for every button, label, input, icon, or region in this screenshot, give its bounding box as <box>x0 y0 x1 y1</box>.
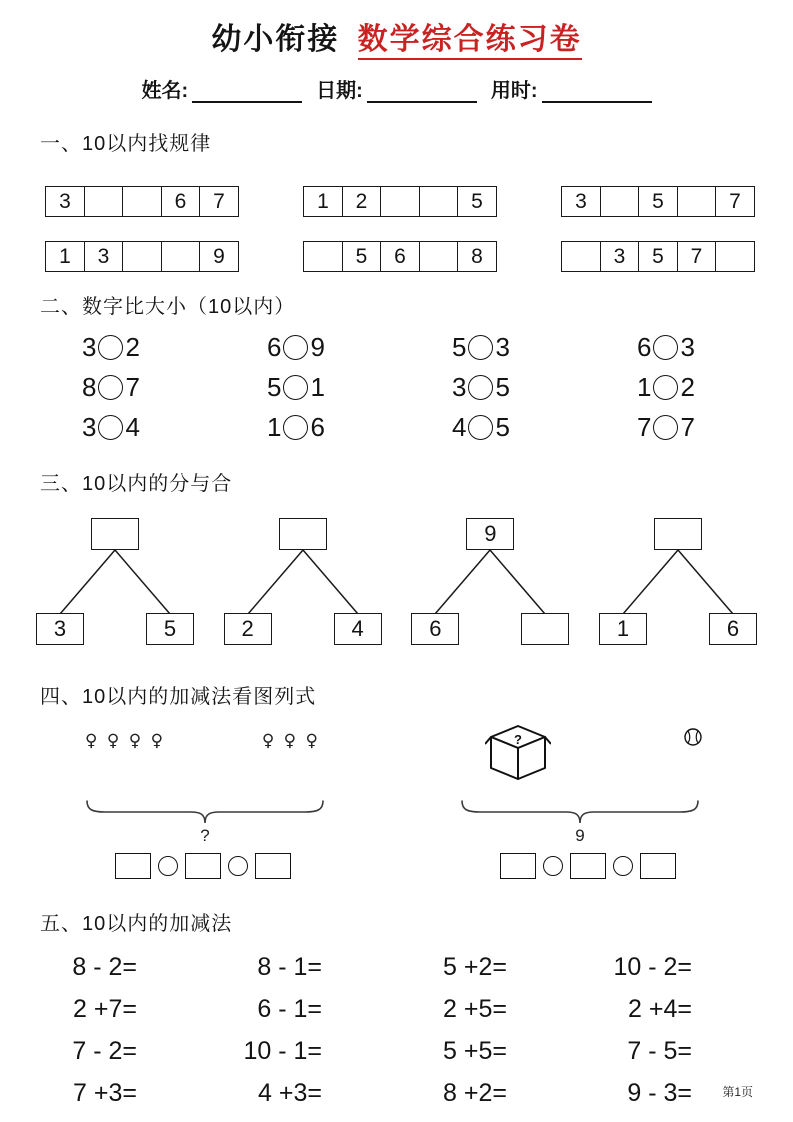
comparison-item <box>82 407 140 447</box>
comparison-item <box>267 407 325 447</box>
arithmetic-item: 7 - 5= <box>627 1037 692 1065</box>
tree-left-box: 3 <box>36 613 84 645</box>
comparison-right: 1 <box>310 372 325 402</box>
tree-left-box: 6 <box>411 613 459 645</box>
tree-diagram <box>30 518 200 646</box>
arithmetic-item: 2 +4= <box>628 995 692 1023</box>
equation-boxes <box>115 853 325 879</box>
comparison-item <box>452 407 510 447</box>
title-main: 数学综合练习卷 <box>358 23 582 60</box>
total-label: ? <box>200 826 210 845</box>
pattern-group <box>303 186 497 217</box>
arithmetic-item: 8 - 2= <box>72 953 137 981</box>
pattern-cell <box>715 241 755 272</box>
pattern-cell <box>122 241 162 272</box>
comparison-item <box>82 327 140 367</box>
pattern-cell: 1 <box>45 241 85 272</box>
comparison-item <box>637 327 695 367</box>
pattern-cell <box>161 241 201 272</box>
comparison-item <box>267 327 325 367</box>
time-label: 用时: <box>490 80 538 102</box>
tree-right-box: 4 <box>334 613 382 645</box>
comparison-left: 6 <box>637 332 652 362</box>
comparison-left: 3 <box>82 412 97 442</box>
pattern-cell: 3 <box>561 186 601 217</box>
pattern-cell: 3 <box>600 241 640 272</box>
comparison-item <box>82 367 140 407</box>
number-box <box>185 853 221 879</box>
pattern-cell: 6 <box>380 241 420 272</box>
pattern-cell: 3 <box>84 241 124 272</box>
name-blank-line <box>192 81 302 103</box>
number-box <box>640 853 676 879</box>
pattern-cell <box>561 241 601 272</box>
date-label: 日期: <box>316 80 363 102</box>
pattern-cell: 9 <box>199 241 239 272</box>
comparison-left: 1 <box>637 372 652 402</box>
pattern-cell <box>600 186 640 217</box>
pattern-cell <box>303 241 343 272</box>
pattern-row-1 <box>0 186 793 217</box>
box-question-label: ? <box>514 732 522 747</box>
comparison-circle <box>98 335 123 360</box>
arithmetic-item: 5 +5= <box>443 1037 507 1065</box>
operator-circle <box>158 856 178 876</box>
comparison-circle <box>653 335 678 360</box>
pattern-group <box>561 241 755 272</box>
comparison-left: 7 <box>637 412 652 442</box>
comparison-right: 7 <box>125 372 140 402</box>
pattern-group <box>303 241 497 272</box>
arithmetic-item: 5 +2= <box>443 953 507 981</box>
comparison-right: 9 <box>310 332 325 362</box>
comparison-left: 3 <box>452 372 467 402</box>
comparison-item <box>452 367 510 407</box>
comparison-circle <box>653 375 678 400</box>
arithmetic-item: 10 - 2= <box>613 953 692 981</box>
comparison-circle <box>468 375 493 400</box>
comparison-item <box>637 407 695 447</box>
tree-right-box <box>521 613 569 645</box>
tree-right-box: 5 <box>146 613 194 645</box>
pattern-cell <box>380 186 420 217</box>
underbrace-icon <box>85 799 325 825</box>
comparison-circle <box>468 335 493 360</box>
arithmetic-item: 8 - 1= <box>257 953 322 981</box>
pattern-cell <box>122 186 162 217</box>
arithmetic-item: 7 +3= <box>73 1079 137 1107</box>
comparison-left: 5 <box>452 332 467 362</box>
arithmetic-item: 2 +5= <box>443 995 507 1023</box>
comparison-right: 5 <box>495 412 510 442</box>
date-blank-line <box>367 81 477 103</box>
picture-problems <box>0 723 793 875</box>
arithmetic-item: 4 +3= <box>258 1079 322 1107</box>
underbrace-icon <box>460 799 700 825</box>
arithmetic-item: 6 - 1= <box>257 995 322 1023</box>
number-box <box>255 853 291 879</box>
tree-top-box: 9 <box>466 518 514 550</box>
comparison-right: 4 <box>125 412 140 442</box>
comparison-item <box>267 367 325 407</box>
arithmetic-grid <box>0 952 793 1108</box>
comparison-right: 5 <box>495 372 510 402</box>
comparison-right: 3 <box>495 332 510 362</box>
comparison-left: 5 <box>267 372 282 402</box>
comparison-left: 6 <box>267 332 282 362</box>
comparison-circle <box>98 415 123 440</box>
pattern-cell: 7 <box>715 186 755 217</box>
tree-right-box: 6 <box>709 613 757 645</box>
number-box <box>115 853 151 879</box>
comparison-circle <box>283 335 308 360</box>
section-heading-patterns: 一、10以内找规律 <box>40 133 212 155</box>
comparison-grid <box>0 327 793 447</box>
operator-circle <box>228 856 248 876</box>
pattern-cell: 3 <box>45 186 85 217</box>
tree-top-box <box>91 518 139 550</box>
pattern-cell <box>419 186 459 217</box>
tree-top-box <box>279 518 327 550</box>
section-heading-picture-equations: 四、10以内的加减法看图列式 <box>40 686 317 708</box>
pattern-cell: 5 <box>342 241 382 272</box>
balloon-group-icon: ♀ ♀ ♀ <box>261 731 320 751</box>
worksheet-title <box>0 0 793 58</box>
comparison-right: 2 <box>125 332 140 362</box>
number-box <box>570 853 606 879</box>
pattern-cell: 6 <box>161 186 201 217</box>
comparison-circle <box>283 415 308 440</box>
arithmetic-item: 7 - 2= <box>72 1037 137 1065</box>
comparison-circle <box>98 375 123 400</box>
baseball-icon <box>683 727 703 747</box>
balloon-problem <box>85 723 325 879</box>
student-info-row <box>0 74 793 103</box>
comparison-circle <box>468 415 493 440</box>
comparison-right: 6 <box>310 412 325 442</box>
pattern-cell: 7 <box>677 241 717 272</box>
page-number: 第1页 <box>722 1085 753 1099</box>
comparison-circle <box>283 375 308 400</box>
arithmetic-item: 9 - 3= <box>627 1079 692 1107</box>
pattern-group <box>561 186 755 217</box>
pattern-cell <box>677 186 717 217</box>
comparison-left: 3 <box>82 332 97 362</box>
pattern-cell <box>419 241 459 272</box>
pattern-cell: 7 <box>199 186 239 217</box>
pattern-group <box>45 241 239 272</box>
tree-left-box: 2 <box>224 613 272 645</box>
tree-diagram <box>405 518 575 646</box>
section-heading-decompose: 三、10以内的分与合 <box>40 473 233 495</box>
comparison-item <box>637 367 695 407</box>
pattern-cell: 5 <box>638 186 678 217</box>
comparison-right: 2 <box>680 372 695 402</box>
operator-circle <box>613 856 633 876</box>
equation-boxes <box>500 853 705 879</box>
balloon-icons <box>85 731 320 755</box>
comparison-right: 7 <box>680 412 695 442</box>
tree-diagram <box>593 518 763 646</box>
tree-top-box <box>654 518 702 550</box>
comparison-item <box>452 327 510 367</box>
balloon-group-icon: ♀ ♀ ♀ ♀ <box>85 731 166 751</box>
tree-left-box: 1 <box>599 613 647 645</box>
name-label: 姓名: <box>141 80 189 102</box>
operator-circle <box>543 856 563 876</box>
open-box-icon <box>485 723 551 783</box>
pattern-cell: 8 <box>457 241 497 272</box>
comparison-left: 1 <box>267 412 282 442</box>
comparison-right: 3 <box>680 332 695 362</box>
total-label: 9 <box>575 826 585 845</box>
comparison-left: 8 <box>82 372 97 402</box>
box-problem <box>460 723 705 879</box>
comparison-circle <box>653 415 678 440</box>
pattern-group <box>45 186 239 217</box>
pattern-cell: 5 <box>638 241 678 272</box>
pattern-cell <box>84 186 124 217</box>
pattern-cell: 2 <box>342 186 382 217</box>
title-prefix: 幼小衔接 <box>211 23 340 56</box>
pattern-cell: 5 <box>457 186 497 217</box>
comparison-left: 4 <box>452 412 467 442</box>
time-blank-line <box>542 81 652 103</box>
decomposition-trees <box>0 518 793 646</box>
section-heading-compare: 二、数字比大小（10以内） <box>40 296 296 318</box>
pattern-cell: 1 <box>303 186 343 217</box>
pattern-row-2 <box>0 241 793 272</box>
section-heading-arithmetic: 五、10以内的加减法 <box>40 913 233 935</box>
number-box <box>500 853 536 879</box>
arithmetic-item: 8 +2= <box>443 1079 507 1107</box>
arithmetic-item: 10 - 1= <box>243 1037 322 1065</box>
tree-diagram <box>218 518 388 646</box>
arithmetic-item: 2 +7= <box>73 995 137 1023</box>
